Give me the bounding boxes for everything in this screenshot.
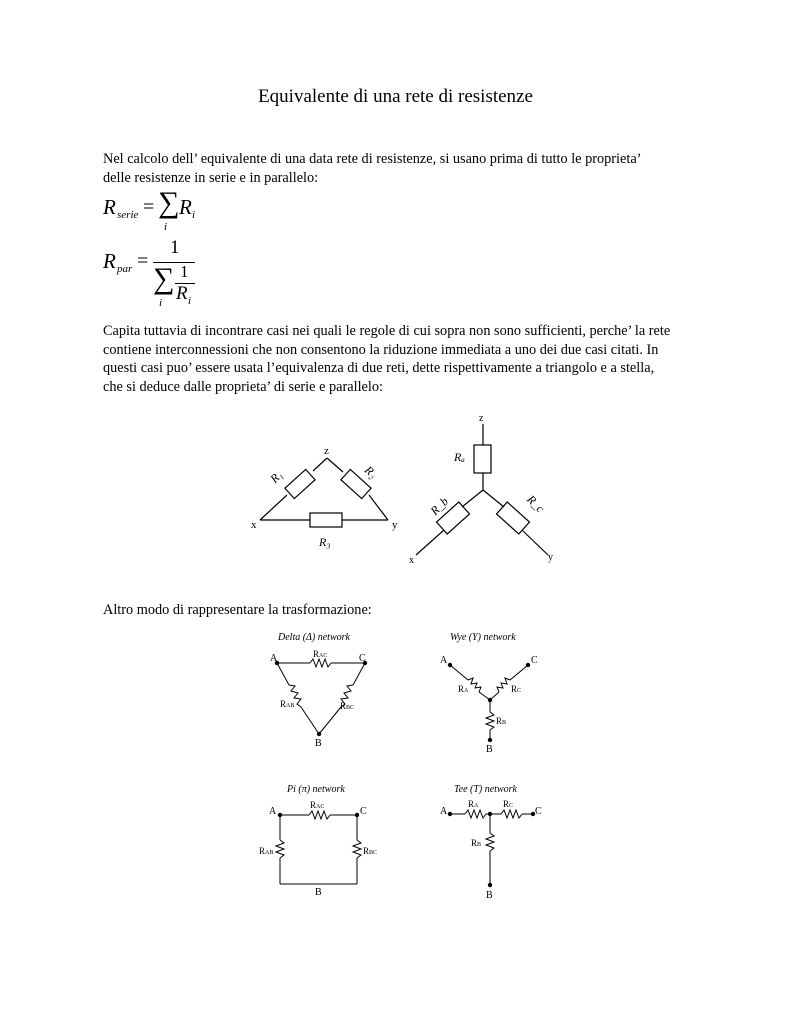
resistor-rab-label: RAB xyxy=(259,846,274,856)
formula-inner-numerator: 1 xyxy=(180,262,189,281)
triangle-diagram xyxy=(245,440,415,570)
formula-sigma: ∑ xyxy=(158,186,180,219)
tee-network-diagram xyxy=(435,780,555,902)
intro-paragraph xyxy=(103,150,703,187)
formula-subscript: serie xyxy=(117,209,139,221)
node-c-label: C xyxy=(535,806,542,817)
resistor-rac-label: RAC xyxy=(310,800,325,810)
node-c-label: C xyxy=(531,655,538,666)
formula-term: R xyxy=(179,195,192,219)
formula-term-subscript: i xyxy=(192,209,196,221)
formula-inner-subscript: i xyxy=(188,295,192,307)
formula-index: i xyxy=(164,221,168,233)
pi-network-title: Pi (π) network xyxy=(287,784,345,795)
node-b-label: B xyxy=(486,744,493,755)
tee-network-title: Tee (T) network xyxy=(454,784,517,795)
node-c-label: C xyxy=(360,806,367,817)
body-line: questi casi puo’ essere usata l’equivalenza di due reti, dette rispettivamente a triangolo e a stella, xyxy=(103,360,655,376)
resistor-ra-label: Rₐ xyxy=(454,450,465,464)
node-x-label: x xyxy=(251,519,257,531)
resistor-r2-label: R₂ xyxy=(361,462,380,481)
resistor-rb-label: R_b xyxy=(427,494,452,518)
node-a-label: A xyxy=(270,653,278,664)
resistor-rab-label: RAB xyxy=(280,699,295,709)
resistor-rb-label: RB xyxy=(471,838,482,848)
node-y-label: y xyxy=(392,519,398,531)
formula-symbol: R xyxy=(103,195,116,219)
resistor-rbc-label: RBC xyxy=(363,846,378,856)
body-line: Capita tuttavia di incontrare casi nei quali le regole di cui sopra non sono sufficienti, perche’ la rete xyxy=(103,323,671,339)
node-z-label: z xyxy=(479,413,484,424)
node-y-label: y xyxy=(548,552,553,563)
node-a-label: A xyxy=(440,655,448,666)
node-b-label: B xyxy=(486,890,493,901)
formula-serie xyxy=(103,186,223,238)
wye-network-diagram xyxy=(435,628,550,758)
delta-network-diagram xyxy=(262,628,392,753)
resistor-r3-label: R₃ xyxy=(319,535,331,549)
formula-symbol: R xyxy=(103,249,116,273)
alt-heading: Altro modo di rappresentare la trasformazione: xyxy=(103,602,372,618)
node-z-label: z xyxy=(324,445,329,457)
formula-index: i xyxy=(159,297,163,309)
formula-inner-denominator: R xyxy=(176,283,188,304)
body-line: che si deduce dalle proprieta’ di serie e parallelo: xyxy=(103,378,383,395)
resistor-rbc-label: RBC xyxy=(340,701,355,711)
delta-network-title: Delta (Δ) network xyxy=(278,632,350,643)
formula-subscript: par xyxy=(117,263,133,275)
node-b-label: B xyxy=(315,738,322,749)
body-line: contiene interconnessioni che non consentono la riduzione immediata a uno dei due casi citati. In xyxy=(103,341,659,358)
resistor-rc-label: RC xyxy=(503,799,514,809)
formula-parallel xyxy=(103,238,213,313)
resistor-ra-label: RA xyxy=(458,684,469,694)
intro-line: delle resistenze in serie e in parallelo: xyxy=(103,169,319,186)
node-c-label: C xyxy=(359,653,366,664)
pi-network-diagram xyxy=(252,780,392,900)
body-paragraph xyxy=(103,322,703,396)
formula-sigma: ∑ xyxy=(153,262,175,295)
wye-network-title: Wye (Y) network xyxy=(450,632,516,643)
star-diagram xyxy=(400,410,565,570)
formula-numerator: 1 xyxy=(170,237,180,258)
resistor-rc-label: R_c xyxy=(524,492,548,516)
node-a-label: A xyxy=(269,806,277,817)
resistor-rac-label: RAC xyxy=(313,649,328,659)
intro-line: Nel calcolo dell’ equivalente di una data rete di resistenze, si usano prima di tutto le proprieta’ xyxy=(103,151,642,167)
page-title: Equivalente di una rete di resistenze xyxy=(258,86,533,107)
resistor-r1-label: R₁ xyxy=(267,467,286,486)
resistor-rb-label: RB xyxy=(496,716,507,726)
node-x-label: x xyxy=(409,555,414,566)
node-b-label: B xyxy=(315,887,322,898)
formula-equals: = xyxy=(137,250,149,272)
resistor-ra-label: RA xyxy=(468,799,479,809)
resistor-rc-label: RC xyxy=(511,684,522,694)
formula-equals: = xyxy=(143,196,155,218)
node-a-label: A xyxy=(440,806,448,817)
